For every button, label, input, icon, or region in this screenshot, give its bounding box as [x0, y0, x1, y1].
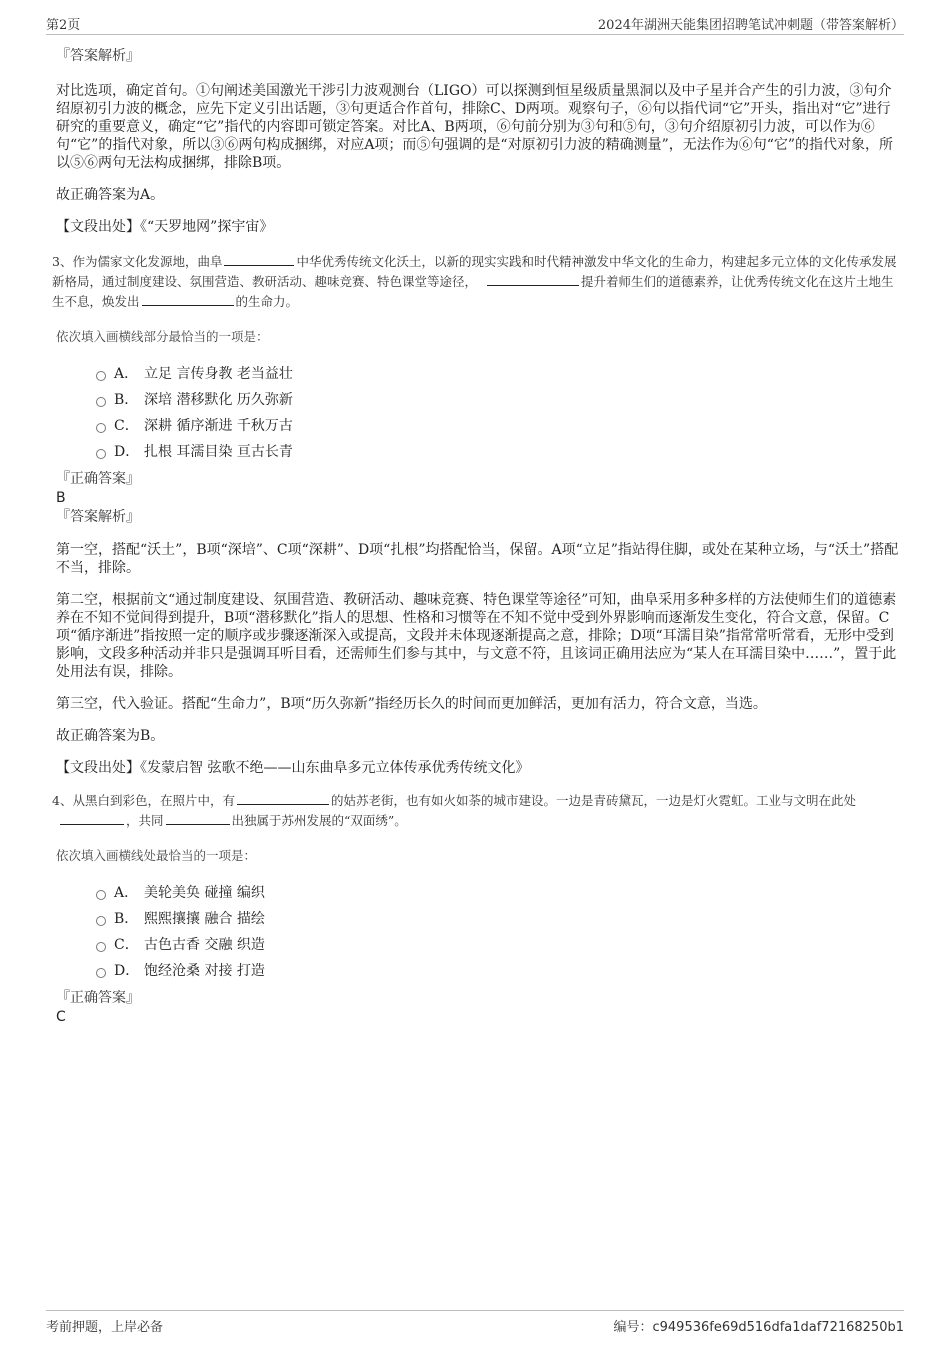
footer-slogan: 考前押题，上岸必备 [46, 1320, 164, 1335]
q3-answer: B [56, 490, 66, 506]
q3-source: 【文段出处】《发蒙启智 弦歌不绝——山东曲阜多元立体传承优秀传统文化》 [56, 760, 530, 776]
radio-button[interactable] [96, 397, 106, 407]
option-letter: B． [114, 911, 139, 927]
q2-analysis-label: 『答案解析』 [56, 48, 140, 64]
page-number: 第2页 [46, 18, 81, 33]
page-footer [46, 1310, 904, 1333]
q4-option-a[interactable] [56, 880, 901, 906]
radio-button[interactable] [96, 449, 106, 459]
option-text: 饱经沧桑 对接 打造 [144, 963, 265, 979]
q3-blank-2 [487, 273, 579, 286]
q2-source: 【文段出处】《“天罗地网”探宇宙》 [56, 219, 274, 235]
q3-answer-label: 『正确答案』 [56, 471, 140, 487]
option-text: 熙熙攘攘 融合 描绘 [144, 911, 265, 927]
option-text: 深培 潜移默化 历久弥新 [144, 392, 293, 408]
q4-stem-part4: 出独属于苏州发展的“双面绣”。 [231, 813, 407, 828]
option-letter: D． [114, 444, 140, 460]
q4-stem [52, 791, 901, 831]
q3-option-c[interactable] [56, 413, 901, 439]
q3-analysis-label: 『答案解析』 [56, 509, 140, 525]
radio-button[interactable] [96, 371, 106, 381]
q3-prompt: 依次填入画横线部分最恰当的一项是： [56, 329, 269, 344]
q3-analysis-p2: 第二空，根据前文“通过制度建设、氛围营造、教研活动、趣味竞赛、特色课堂等途径”可知，曲阜采用多种多样的方法使师生们的道德素养在不知不觉间得到提升，B项“潜移默化”指人的思想、性格和习惯等在不知不觉中受到外界影响而逐渐发生变化，符合文意，保留。C项“循序渐进”指按照一定的顺序或步骤逐渐深入或提高，文段并未体现逐渐提高之意，排除；D项“耳濡目染”指常常听常看，无形中受到影响，文段多种活动并非只是强调耳听目看，还需师生们参与其中，与文意不符，且该词正确用法应为“某人在耳濡目染中……”，置于此处用法有误，排除。 [56, 592, 897, 680]
q4-stem-part3: ，共同 [126, 813, 164, 828]
page-content [52, 44, 901, 1026]
serial-number: c949536fe69d516dfa1daf72168250b1 [652, 1320, 904, 1335]
q4-stem-part1: 4、从黑白到彩色，在照片中，有 [52, 793, 235, 808]
q3-stem-part2: 中华优秀传统文化沃土，以新的现实实践和时代精神激发中华文化的生命力，构建起多元立体的文化传承发展新格局，通过制度建设、氛围营造、教研活动、趣味竞赛、特色课堂等途径， [52, 254, 897, 289]
radio-button[interactable] [96, 942, 106, 952]
option-text: 深耕 循序渐进 千秋万古 [144, 418, 293, 434]
option-letter: D． [114, 963, 140, 979]
serial-label: 编号： [613, 1320, 653, 1335]
radio-button[interactable] [96, 916, 106, 926]
option-letter: C． [114, 418, 139, 434]
q3-analysis-p1: 第一空，搭配“沃土”，B项“深培”、C项“深耕”、D项“扎根”均搭配恰当，保留。A项“立足”指站得住脚，或处在某种立场，与“沃土”搭配不当，排除。 [56, 542, 899, 576]
q3-stem [52, 252, 901, 312]
q4-answer: C [56, 1009, 66, 1025]
q4-blank-1 [237, 792, 329, 805]
q3-options [56, 361, 901, 465]
radio-button[interactable] [96, 890, 106, 900]
radio-button[interactable] [96, 423, 106, 433]
page-header [46, 14, 904, 35]
option-text: 扎根 耳濡目染 亘古长青 [144, 444, 293, 460]
q3-blank-3 [142, 293, 234, 306]
q3-blank-1 [224, 253, 294, 266]
q4-answer-label: 『正确答案』 [56, 990, 140, 1006]
option-text: 立足 言传身教 老当益壮 [144, 366, 293, 382]
document-title: 2024年湖洲天能集团招聘笔试冲刺题（带答案解析） [597, 18, 904, 33]
option-letter: C． [114, 937, 139, 953]
radio-button[interactable] [96, 968, 106, 978]
q4-blank-3 [166, 812, 230, 825]
q4-option-d[interactable] [56, 958, 901, 984]
q3-conclusion: 故正确答案为B。 [56, 728, 165, 744]
q2-conclusion: 故正确答案为A。 [56, 187, 165, 203]
q4-stem-part2: 的姑苏老街，也有如火如荼的城市建设。一边是青砖黛瓦，一边是灯火霓虹。工业与文明在此处 [330, 793, 856, 808]
option-letter: A． [114, 885, 139, 901]
q2-analysis-text: 对比选项，确定首句。①句阐述美国激光干涉引力波观测台（LIGO）可以探测到恒星级质量黑洞以及中子星并合产生的引力波，③句介绍原初引力波的概念，应先下定义引出话题，③句更适合作首句，排除C、D两项。观察句子，⑥句以指代词“它”开头，指出对“它”进行研究的重要意义，确定“它”指代的内容即可锁定答案。对比A、B两项，⑥句前分别为③句和⑤句，③句介绍原初引力波，可以作为⑥句“它”的指代对象，所以③⑥两句构成捆绑，对应A项；而⑤句强调的是“对原初引力波的精确测量”，无法作为⑥句“它”的指代对象，所以⑤⑥两句无法构成捆绑，排除B项。 [56, 83, 894, 171]
option-text: 美轮美奂 碰撞 编织 [144, 885, 265, 901]
q4-blank-2 [60, 812, 124, 825]
footer-serial [613, 1316, 904, 1335]
q3-stem-part3: 提升着师生们的道德素养，让优秀传统文化在这片土地生生不息，焕发出 [52, 274, 894, 309]
option-text: 古色古香 交融 织造 [144, 937, 265, 953]
q3-option-d[interactable] [56, 439, 901, 465]
q3-option-a[interactable] [56, 361, 901, 387]
option-letter: B． [114, 392, 139, 408]
option-letter: A． [114, 366, 139, 382]
q4-options [56, 880, 901, 984]
q4-prompt: 依次填入画横线处最恰当的一项是： [56, 848, 257, 863]
q3-option-b[interactable] [56, 387, 901, 413]
q4-option-c[interactable] [56, 932, 901, 958]
q3-analysis-p3: 第三空，代入验证。搭配“生命力”，B项“历久弥新”指经历长久的时间而更加鲜活，更加有活力，符合文意，当选。 [56, 696, 767, 712]
q3-stem-part4: 的生命力。 [235, 294, 299, 309]
q3-stem-part1: 3、作为儒家文化发源地，曲阜 [52, 254, 223, 269]
q4-option-b[interactable] [56, 906, 901, 932]
